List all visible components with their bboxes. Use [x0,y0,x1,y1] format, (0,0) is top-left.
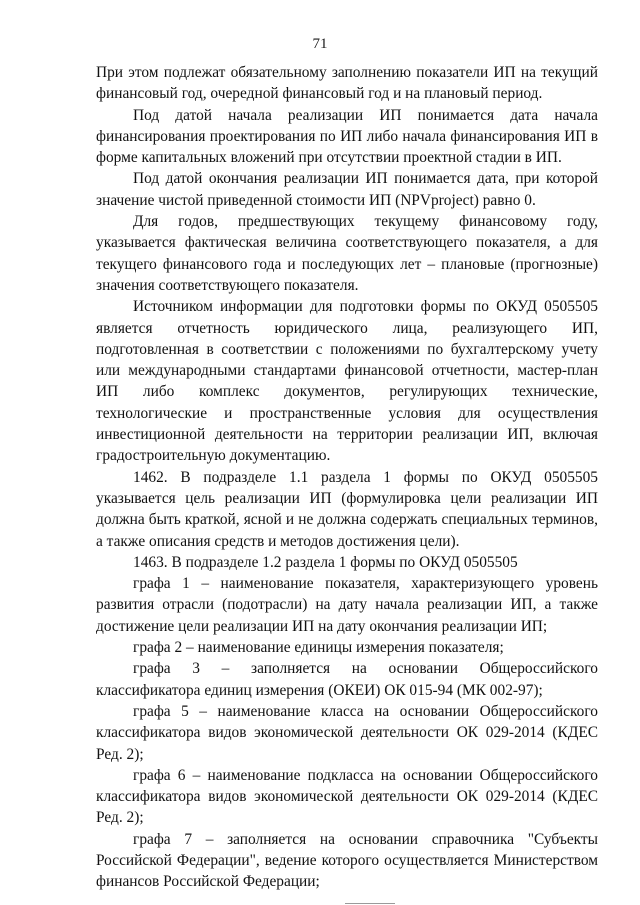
page-number: 71 [312,36,328,52]
paragraph-column-2: графа 2 – наименование единицы измерения показателя; [133,639,504,657]
paragraph-previous-years: Для годов, предшествующих текущему финансовому году, указывается фактическая величина соответствующего показателя, а для текущего финансового года и последующих лет – плановые (прогнозные) значения соответствующего показателя. [96,213,598,294]
paragraph-end-date: Под датой окончания реализации ИП понимается дата, при которой значение чистой приведенной стоимости ИП (NPVproject) равно 0. [96,170,598,209]
paragraph-column-3: графа 3 – заполняется на основании Общероссийского классификатора единиц измерения (ОКЕИ) ОК 015-94 (МК 002-97); [96,660,598,699]
paragraph-mandatory-indicators: При этом подлежат обязательному заполнению показатели ИП на текущий финансовый год, очередной финансовый год и на плановый период. [96,64,598,103]
document-text [96,62,598,893]
paragraph-start-date: Под датой начала реализации ИП понимается дата начала финансирования проектирования по ИП либо начала финансирования ИП в форме капитальных вложений при отсутствии проектной стадии в ИП. [96,106,598,167]
paragraph-1463: 1463. В подразделе 1.2 раздела 1 формы по ОКУД 0505505 [133,553,518,571]
paragraph-column-6: графа 6 – наименование подкласса на основании Общероссийского классификатора видов экономической деятельности ОК 029-2014 (КДЕС Ред. 2); [96,766,598,827]
scan-edge-mark [345,903,395,904]
paragraph-column-1: графа 1 – наименование показателя, характеризующего уровень развития отрасли (подотрасли) на дату начала реализации ИП, а также достижение цели реализации ИП на дату окончания реализации ИП; [96,575,598,635]
paragraph-information-source: Источником информации для подготовки формы по ОКУД 0505505 является отчетность юридического лица, реализующего ИП, подготовленная в соответствии с положениями по бухгалтерскому учету или международными стандартами финансовой отчетности, мастер-план ИП либо комплекс документов, регулирующих технические, технологические и пространственные условия для осуществления инвестиционной деятельности на территории реализации ИП, включая градостроительную документацию. [96,298,598,465]
paragraph-column-5: графа 5 – наименование класса на основании Общероссийского классификатора видов экономической деятельности ОК 029-2014 (КДЕС Ред. 2); [96,702,598,763]
paragraph-1462: 1462. В подразделе 1.1 раздела 1 формы по ОКУД 0505505 указывается цель реализации ИП (формулировка цели реализации ИП должна быть краткой, ясной и не должна содержать специальных терминов, а также описания средств и методов достижения цели). [96,468,598,550]
paragraph-column-7: графа 7 – заполняется на основании справочника "Субъекты Российской Федерации", ведение которого осуществляется Министерством финансов Российской Федерации; [96,830,598,891]
